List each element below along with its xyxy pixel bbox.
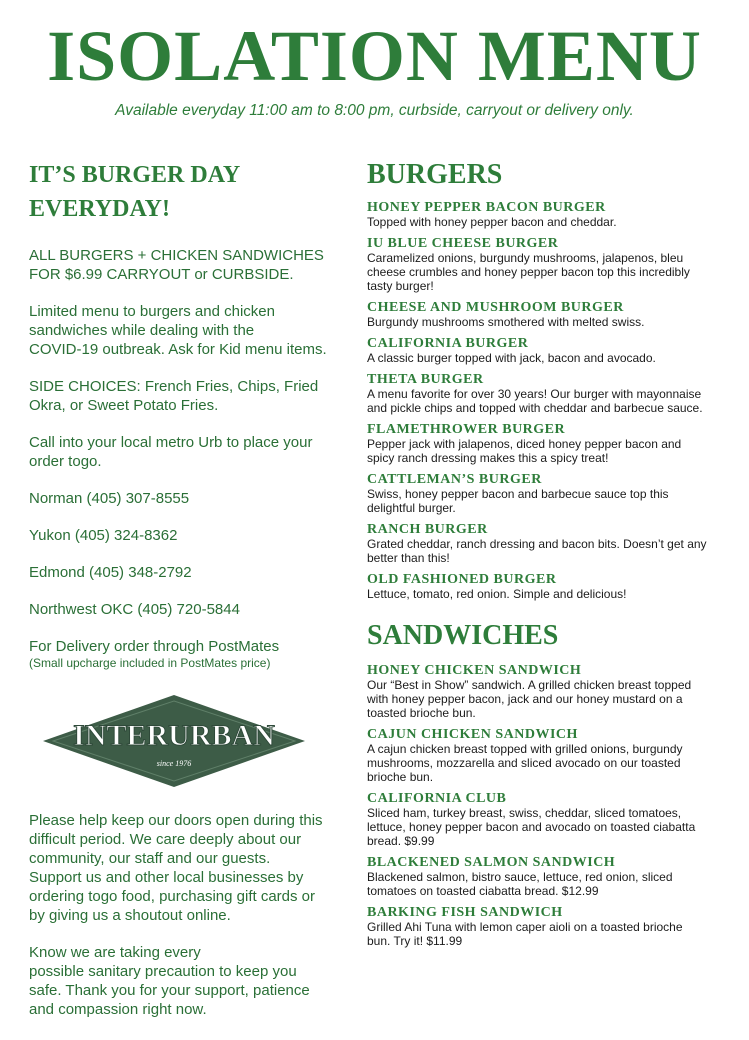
- menu-item-desc: Our “Best in Show” sandwich. A grilled chicken breast topped with honey pepper bacon, jack and our honey mustard on a toasted brioche bun.: [367, 678, 692, 720]
- menu-item-desc: A cajun chicken breast topped with grilled onions, burgundy mushrooms, mozzarella and sliced avocado on our toasted brioche bun.: [367, 742, 683, 784]
- location-phone: Northwest OKC (405) 720-5844: [29, 601, 240, 618]
- support-line: Support us and other local businesses by: [29, 869, 304, 886]
- menu-item-name: HONEY PEPPER BACON BURGER: [367, 200, 606, 215]
- menu-item: [367, 855, 707, 898]
- menu-item-name: CHEESE AND MUSHROOM BURGER: [367, 300, 624, 315]
- limited-line: sandwiches while dealing with the: [29, 322, 255, 339]
- menu-item-name: HONEY CHICKEN SANDWICH: [367, 663, 582, 678]
- menu-item-desc: Grated cheddar, ranch dressing and bacon bits. Doesn’t get any better than this!: [367, 537, 707, 565]
- menu-item-name: FLAMETHROWER BURGER: [367, 422, 566, 437]
- menu-item-name: CALIFORNIA CLUB: [367, 791, 507, 806]
- menu-item: [367, 572, 707, 601]
- limited-menu-text: [29, 302, 339, 359]
- menu-item-name: CATTLEMAN’S BURGER: [367, 472, 542, 487]
- menu-item-desc: A menu favorite for over 30 years! Our burger with mayonnaise and pickle chips and topped with cheddar and barbecue sauce.: [367, 387, 703, 415]
- support-line: Please help keep our doors open during this: [29, 812, 323, 829]
- support-line: difficult period. We care deeply about our: [29, 831, 302, 848]
- menu-item-desc: Swiss, honey pepper bacon and barbecue sauce top this delightful burger.: [367, 487, 669, 515]
- know-line: Know we are taking every: [29, 944, 201, 961]
- sides-line: SIDE CHOICES: French Fries, Chips, Fried: [29, 378, 319, 395]
- menu-item-desc: A classic burger topped with jack, bacon and avocado.: [367, 351, 656, 365]
- sanitary-text: [29, 943, 344, 1019]
- menu-item: [367, 791, 707, 848]
- menu-item: [367, 300, 707, 329]
- burger-day-heading: [29, 158, 339, 226]
- burger-day-heading-line1: IT’S BURGER DAY: [29, 162, 241, 188]
- know-line: safe. Thank you for your support, patience: [29, 982, 310, 999]
- menu-item-desc: Lettuce, tomato, red onion. Simple and delicious!: [367, 587, 627, 601]
- menu-item: [367, 236, 707, 293]
- menu-item-name: RANCH BURGER: [367, 522, 488, 537]
- burgers-heading: BURGERS: [367, 159, 503, 190]
- support-text: [29, 811, 344, 925]
- location-phone: Yukon (405) 324-8362: [29, 527, 178, 544]
- page-title: ISOLATION MENU: [47, 16, 702, 96]
- know-line: and compassion right now.: [29, 1001, 207, 1018]
- promo-line: ALL BURGERS + CHICKEN SANDWICHES: [29, 247, 324, 264]
- call-line: order togo.: [29, 453, 102, 470]
- right-column: [367, 158, 707, 955]
- menu-item-name: IU BLUE CHEESE BURGER: [367, 236, 559, 251]
- call-line: Call into your local metro Urb to place your: [29, 434, 313, 451]
- burger-day-heading-line2: EVERYDAY!: [29, 196, 170, 222]
- left-column: [29, 158, 339, 671]
- menu-item: [367, 200, 707, 229]
- know-line: possible sanitary precaution to keep you: [29, 963, 297, 980]
- menu-item-name: CALIFORNIA BURGER: [367, 336, 529, 351]
- sides-line: Okra, or Sweet Potato Fries.: [29, 397, 219, 414]
- menu-item: [367, 727, 707, 784]
- menu-item-desc: Caramelized onions, burgundy mushrooms, jalapenos, bleu cheese crumbles and honey pepper bacon top this incredibly tasty burger!: [367, 251, 690, 293]
- menu-item: [367, 372, 707, 415]
- logo-text: INTERURBAN: [73, 719, 275, 752]
- menu-item-name: CAJUN CHICKEN SANDWICH: [367, 727, 578, 742]
- menu-item: [367, 905, 707, 948]
- interurban-logo: [41, 693, 307, 789]
- limited-line: COVID-19 outbreak. Ask for Kid menu items.: [29, 341, 327, 358]
- menu-item: [367, 422, 707, 465]
- side-choices-text: [29, 377, 339, 415]
- hours-subtitle: Available everyday 11:00 am to 8:00 pm, curbside, carryout or delivery only.: [115, 102, 634, 119]
- menu-item-desc: Grilled Ahi Tuna with lemon caper aioli on a toasted brioche bun. Try it! $11.99: [367, 920, 683, 948]
- sandwiches-heading: SANDWICHES: [367, 620, 559, 651]
- location-phone: Norman (405) 307-8555: [29, 490, 190, 507]
- menu-item-name: BLACKENED SALMON SANDWICH: [367, 855, 616, 870]
- menu-item: [367, 336, 707, 365]
- menu-item-desc: Burgundy mushrooms smothered with melted swiss.: [367, 315, 645, 329]
- limited-line: Limited menu to burgers and chicken: [29, 303, 275, 320]
- menu-item-name: THETA BURGER: [367, 372, 484, 387]
- menu-item-desc: Blackened salmon, bistro sauce, lettuce, red onion, sliced tomatoes on toasted ciabatta bread. $12.99: [367, 870, 673, 898]
- logo-since: since 1976: [156, 759, 192, 768]
- menu-item: [367, 472, 707, 515]
- delivery-text: For Delivery order through PostMates: [29, 638, 280, 655]
- delivery-note: (Small upcharge included in PostMates price): [29, 656, 271, 670]
- menu-item-desc: Sliced ham, turkey breast, swiss, cheddar, sliced tomatoes, lettuce, honey pepper bacon and avocado on toasted ciabatta bread. $9.99: [367, 806, 696, 848]
- promo-text: [29, 246, 339, 284]
- menu-item: [367, 522, 707, 565]
- support-section: [29, 811, 344, 1037]
- support-line: community, our staff and our guests.: [29, 850, 271, 867]
- call-text: [29, 433, 339, 471]
- menu-item-desc: Topped with honey pepper bacon and cheddar.: [367, 215, 617, 229]
- menu-item: [367, 663, 707, 720]
- location-phone: Edmond (405) 348-2792: [29, 564, 192, 581]
- support-line: ordering togo food, purchasing gift cards or: [29, 888, 316, 905]
- support-line: by giving us a shoutout online.: [29, 907, 231, 924]
- menu-item-name: OLD FASHIONED BURGER: [367, 572, 557, 587]
- promo-line: FOR $6.99 CARRYOUT or CURBSIDE.: [29, 266, 294, 283]
- menu-item-name: BARKING FISH SANDWICH: [367, 905, 563, 920]
- menu-item-desc: Pepper jack with jalapenos, diced honey pepper bacon and spicy ranch dressing makes this a spicy treat!: [367, 437, 682, 465]
